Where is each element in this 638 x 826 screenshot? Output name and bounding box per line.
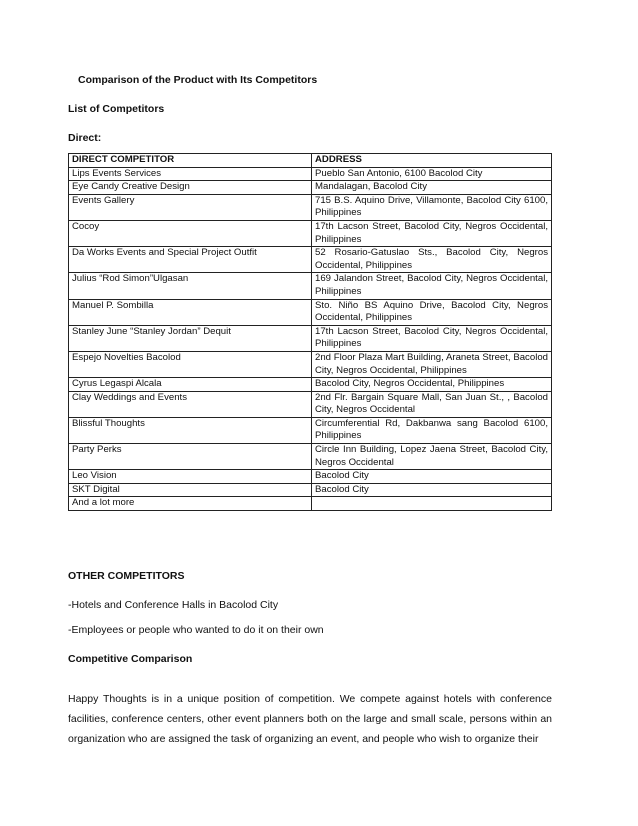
table-row [69,273,552,299]
competitor-name-cell: Blissful Thoughts [69,417,312,443]
competitor-address-cell: Pueblo San Antonio, 6100 Bacolod City [312,167,552,181]
competitor-address-cell: 169 Jalandon Street, Bacolod City, Negros Occidental, Philippines [312,273,552,299]
competitor-name-cell: Party Perks [69,444,312,470]
competitor-name-cell: Cyrus Legaspi Alcala [69,378,312,392]
table-row [69,220,552,246]
page-title: Comparison of the Product with Its Competitors [78,74,318,86]
table-row [69,470,552,484]
competitor-address-cell: 2nd Floor Plaza Mart Building, Araneta Street, Bacolod City, Negros Occidental, Philippines [312,351,552,377]
table-header-row [69,154,552,168]
competitor-name-cell: Eye Candy Creative Design [69,181,312,195]
header-direct-competitor: DIRECT COMPETITOR [69,154,312,168]
competitive-comparison-heading: Competitive Comparison [68,653,193,665]
other-item: -Hotels and Conference Halls in Bacolod City [68,599,279,611]
table-row [69,417,552,443]
table-row [69,247,552,273]
comparison-paragraph: Happy Thoughts is in a unique position of competition. We compete against hotels with conference facilities, conference centers, other event planners both on the large and small scale, persons within an organization who are assigned the task of organizing an event, and people who wish to organize their [68,693,552,745]
table-row [69,181,552,195]
header-address: ADDRESS [312,154,552,168]
competitor-address-cell: Sto. Niño BS Aquino Drive, Bacolod City, Negros Occidental, Philippines [312,299,552,325]
competitor-address-cell: 2nd Flr. Bargain Square Mall, San Juan St., , Bacolod City, Negros Occidental [312,391,552,417]
competitor-name-cell: Stanley June “Stanley Jordan” Dequit [69,325,312,351]
competitor-address-cell: Bacolod City, Negros Occidental, Philippines [312,378,552,392]
competitor-name-cell: Cocoy [69,220,312,246]
table-row [69,167,552,181]
list-heading: List of Competitors [68,103,165,115]
direct-label: Direct: [68,132,102,144]
competitor-address-cell: Bacolod City [312,483,552,497]
table-row [69,497,552,511]
competitor-address-cell [312,497,552,511]
table-row [69,378,552,392]
competitor-name-cell: Lips Events Services [69,167,312,181]
competitor-name-cell: Manuel P. Sombilla [69,299,312,325]
table-row [69,351,552,377]
other-competitors-heading: OTHER COMPETITORS [68,570,185,582]
competitor-address-cell: 17th Lacson Street, Bacolod City, Negros Occidental, Philippines [312,325,552,351]
table-row [69,299,552,325]
competitor-name-cell: Leo Vision [69,470,312,484]
competitor-name-cell: SKT Digital [69,483,312,497]
table-row [69,325,552,351]
competitor-name-cell: Events Gallery [69,194,312,220]
table-row [69,391,552,417]
competitor-table-body [69,167,552,510]
competitor-name-cell: Clay Weddings and Events [69,391,312,417]
competitor-address-cell: 715 B.S. Aquino Drive, Villamonte, Bacolod City 6100, Philippines [312,194,552,220]
competitor-name-cell: And a lot more [69,497,312,511]
competitor-table [68,153,552,511]
competitor-name-cell: Espejo Novelties Bacolod [69,351,312,377]
competitor-address-cell: Circumferential Rd, Dakbanwa sang Bacolod 6100, Philippines [312,417,552,443]
table-row [69,483,552,497]
competitor-address-cell: Mandalagan, Bacolod City [312,181,552,195]
competitor-address-cell: 17th Lacson Street, Bacolod City, Negros Occidental, Philippines [312,220,552,246]
table-row [69,194,552,220]
competitor-name-cell: Julius “Rod Simon”Ulgasan [69,273,312,299]
table-row [69,444,552,470]
competitor-address-cell: Bacolod City [312,470,552,484]
competitor-name-cell: Da Works Events and Special Project Outfit [69,247,312,273]
competitor-address-cell: Circle Inn Building, Lopez Jaena Street, Bacolod City, Negros Occidental [312,444,552,470]
competitor-address-cell: 52 Rosario-Gatuslao Sts., Bacolod City, Negros Occidental, Philippines [312,247,552,273]
other-item: -Employees or people who wanted to do it on their own [68,624,324,636]
